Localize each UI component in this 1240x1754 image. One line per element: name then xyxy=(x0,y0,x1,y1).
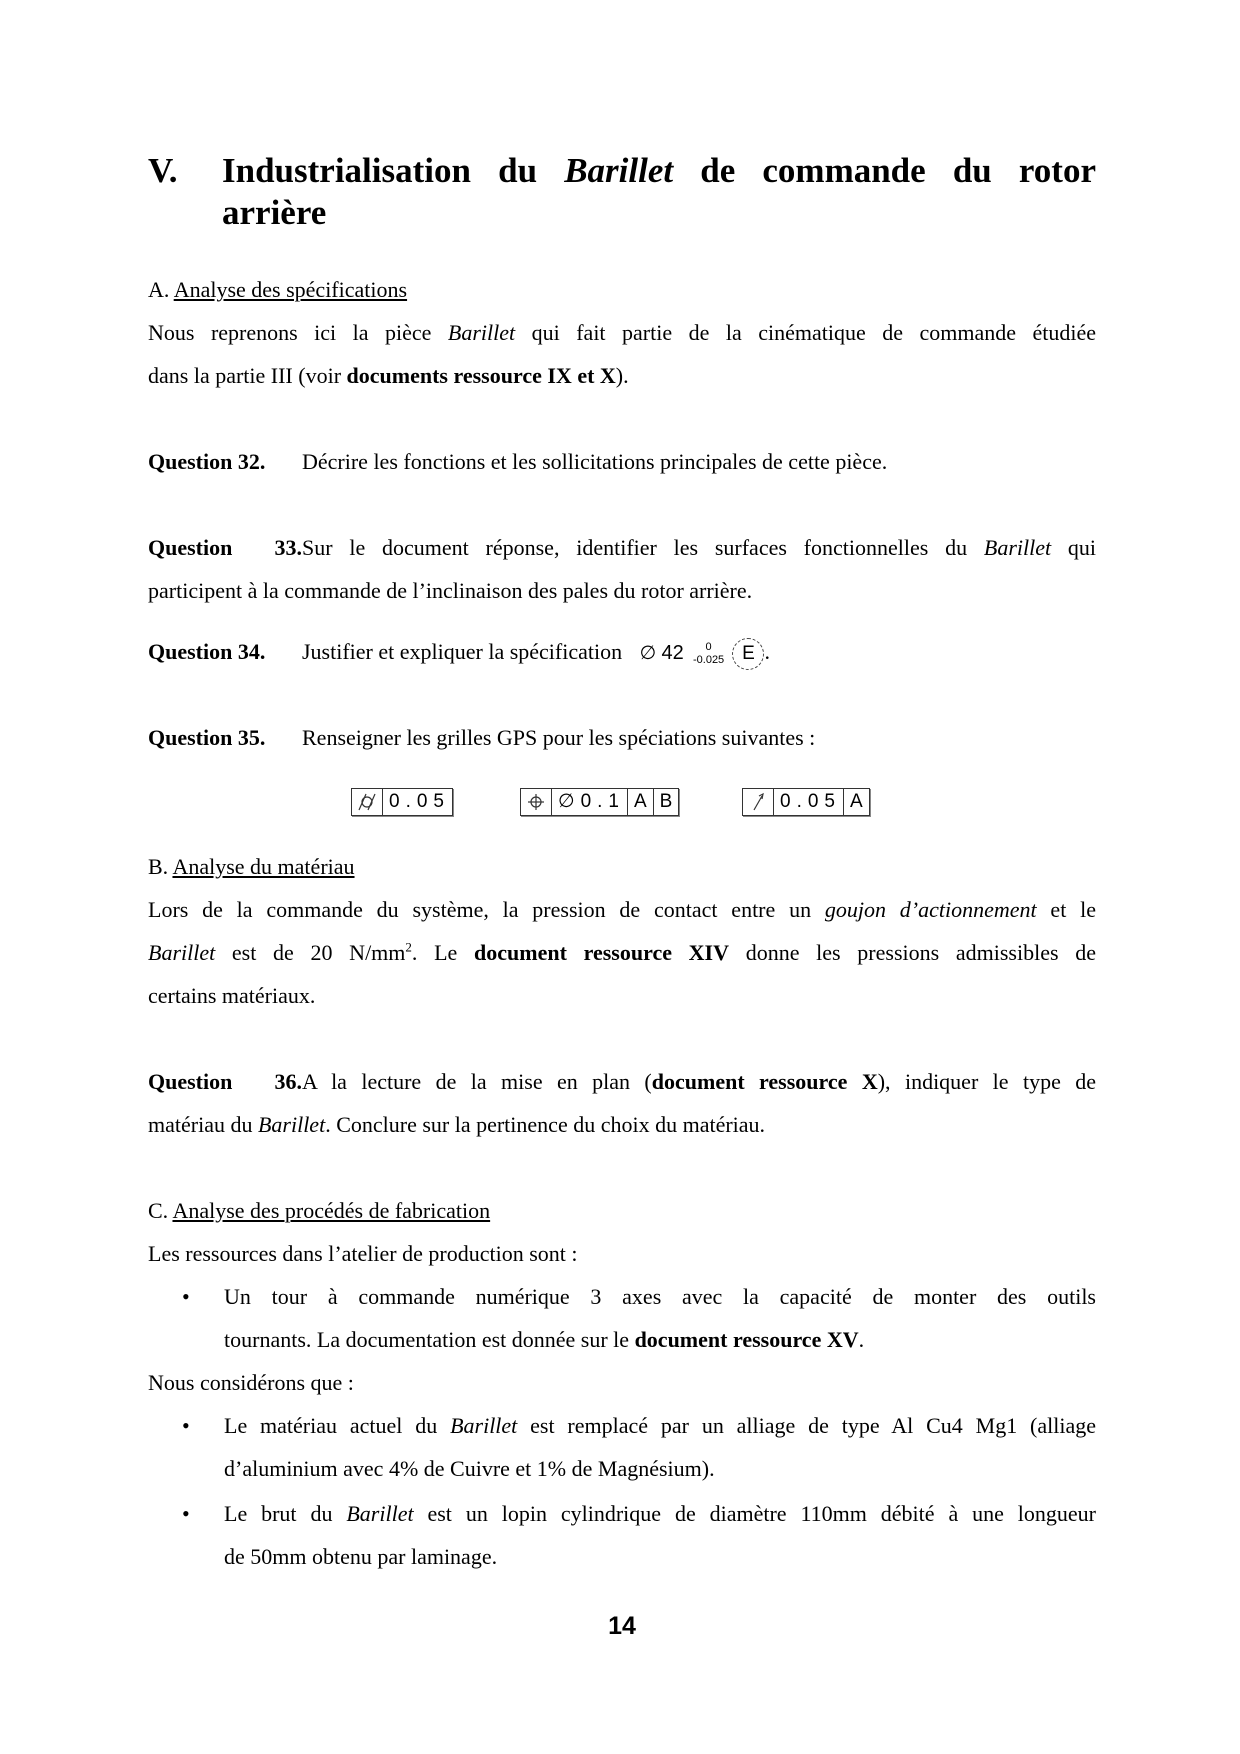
bullet-icon: • xyxy=(182,1284,190,1309)
heading-text: Industrialisation du Barillet de commande du rotor arrière xyxy=(222,151,1096,232)
position-icon xyxy=(521,789,552,815)
paragraph-c-consider: Nous considérons que : xyxy=(148,1370,354,1395)
diameter-icon: ∅ xyxy=(639,643,657,665)
subsection-a-title: A. Analyse des spécifications xyxy=(148,277,408,302)
question-35: Question 35. Renseigner les grilles GPS pour les spéciations suivantes : xyxy=(148,725,816,750)
bullet-3-line2: de 50mm obtenu par laminage. xyxy=(224,1544,498,1569)
envelope-requirement-icon: E xyxy=(732,638,764,670)
page-number: 14 xyxy=(608,1612,636,1640)
gps-frame-runout xyxy=(742,788,870,816)
question-33-line1: Question 33.Sur le document réponse, identifier les surfaces fonctionnelles du Barillet qui xyxy=(148,535,1096,560)
cylindricity-icon xyxy=(352,789,383,815)
tolerance-deviations: 0 -0.025 xyxy=(692,641,725,667)
document-page xyxy=(148,0,1096,1754)
gps-frame-cylindricity xyxy=(351,788,453,816)
question-36-line1: Question 36.A la lecture de la mise en plan (document ressource X), indiquer le type de xyxy=(148,1069,1096,1094)
paragraph-b-line3: certains matériaux. xyxy=(148,983,316,1008)
bullet-2-line1: Le matériau actuel du Barillet est remplacé par un alliage de type Al Cu4 Mg1 (alliage xyxy=(224,1413,1097,1438)
bullet-2-line2: d’aluminium avec 4% de Cuivre et 1% de Magnésium). xyxy=(224,1456,715,1481)
bullet-1-line2: tournants. La documentation est donnée sur le document ressource XV. xyxy=(224,1327,865,1352)
dimension-tolerance: ∅ 42 0 -0.025 E xyxy=(640,632,765,675)
bullet-3-line1: Le brut du Barillet est un lopin cylindrique de diamètre 110mm débité à une longueur xyxy=(224,1501,1096,1526)
gps-value: 0.05 xyxy=(774,789,844,815)
gps-value: 0.05 xyxy=(389,791,450,812)
paragraph-b-line2: Barillet est de 20 $N/mm^2$. Le document ressource XIV donne les pressions admissibles de xyxy=(148,939,1096,965)
subsection-b-title: B. Analyse du matériau xyxy=(148,854,355,879)
question-36-line2: matériau du Barillet. Conclure sur la pertinence du choix du matériau. xyxy=(148,1112,766,1137)
question-32: Question 32. Décrire les fonctions et les sollicitations principales de cette pièce. xyxy=(148,449,888,474)
diameter-icon: ∅ xyxy=(558,791,581,812)
bullet-1-line1: Un tour à commande numérique 3 axes avec la capacité de monter des outils xyxy=(224,1284,1096,1309)
paragraph-c-intro: Les ressources dans l’atelier de production sont : xyxy=(148,1241,578,1266)
paragraph-a-line2: dans la partie III (voir documents ressource IX et X). xyxy=(148,363,629,388)
bullet-icon: • xyxy=(182,1501,190,1526)
paragraph-a-line1: Nous reprenons ici la pièce Barillet qui fait partie de la cinématique de commande étudiée xyxy=(148,320,1096,345)
gps-datum: A xyxy=(849,791,863,812)
gps-datum: B xyxy=(659,791,673,812)
question-34: Question 34. Justifier et expliquer la spécification ∅ 42 0 -0.025 E . xyxy=(148,630,1096,675)
gps-value: ∅0.1 xyxy=(552,789,628,815)
gps-frame-position xyxy=(520,788,679,816)
paragraph-b-line1: Lors de la commande du système, la pression de contact entre un goujon d’actionnement et le xyxy=(148,897,1096,922)
subsection-c-title: C. Analyse des procédés de fabrication xyxy=(148,1198,491,1223)
gps-datum: A xyxy=(628,789,654,815)
runout-icon xyxy=(743,789,774,815)
bullet-icon: • xyxy=(182,1413,190,1438)
question-33-line2: participent à la commande de l’inclinaison des pales du rotor arrière. xyxy=(148,578,753,603)
heading-number: V. xyxy=(148,151,178,190)
